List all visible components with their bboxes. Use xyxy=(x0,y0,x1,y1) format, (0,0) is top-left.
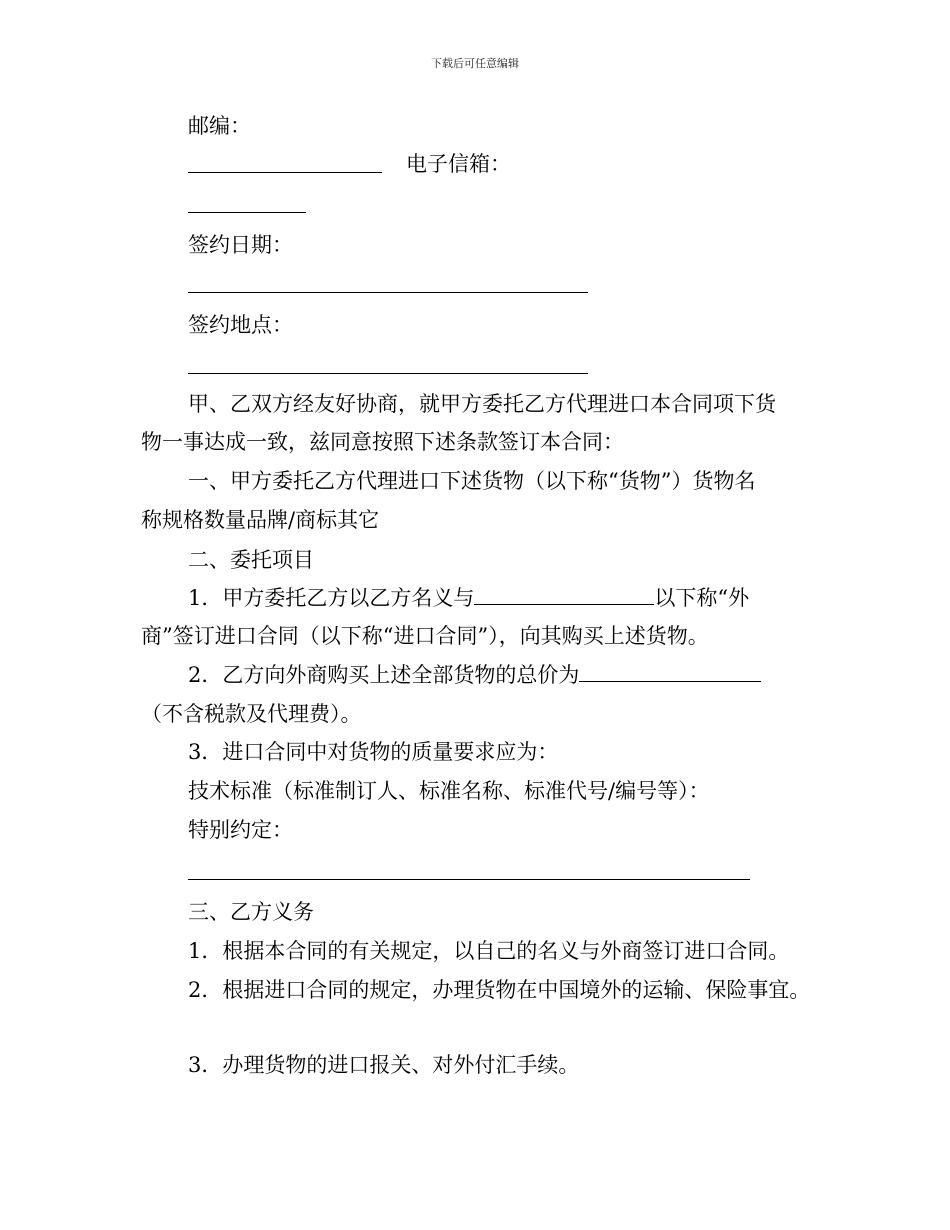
postcode-label: 邮编： xyxy=(188,114,251,138)
section2-item2-line-1 xyxy=(188,661,761,689)
section2-item3: 3．进口合同中对货物的质量要求应为： xyxy=(188,740,559,764)
special-agreement-label: 特别约定： xyxy=(188,818,293,842)
section2-item1-line-2: 商”签订进口合同（以下称“进口合同”），向其购买上述货物。 xyxy=(141,624,709,648)
section2-item1-line-1 xyxy=(188,584,749,612)
section2-title: 二、委托项目 xyxy=(188,548,314,572)
sign-date-label: 签约日期： xyxy=(188,233,293,257)
intro-line-2: 物一事达成一致，兹同意按照下述条款签订本合同： xyxy=(141,430,624,454)
sign-place-label: 签约地点： xyxy=(188,313,293,337)
sign-date-blank xyxy=(188,292,588,293)
section1-line-2: 称规格数量品牌/商标其它 xyxy=(141,508,380,532)
section3-item3: 3．办理货物的进口报关、对外付汇手续。 xyxy=(188,1053,580,1077)
total-price-blank xyxy=(579,663,761,682)
section3-item1: 1．根据本合同的有关规定，以自己的名义与外商签订进口合同。 xyxy=(188,939,790,963)
special-agreement-blank xyxy=(188,879,750,880)
section1-line-1: 一、甲方委托乙方代理进口下述货物（以下称“货物”）货物名 xyxy=(188,469,756,493)
section2-item2-text-a: 2．乙方向外商购买上述全部货物的总价为 xyxy=(188,663,580,687)
email-label: 电子信箱： xyxy=(406,152,511,176)
sign-place-blank xyxy=(188,373,588,374)
section3-title: 三、乙方义务 xyxy=(188,900,314,924)
section2-item1-text-b: 以下称“外 xyxy=(654,586,750,610)
tech-standard-label: 技术标准（标准制订人、标准名称、标准代号/编号等）： xyxy=(188,779,710,803)
page-header: 下载后可任意编辑 xyxy=(431,57,519,70)
section2-item1-text-a: 1．甲方委托乙方以乙方名义与 xyxy=(188,586,475,610)
section2-item2-line-2: （不含税款及代理费）。 xyxy=(141,702,362,726)
section3-item2: 2．根据进口合同的规定，办理货物在中国境外的运输、保险事宜。 xyxy=(188,978,811,1002)
postcode-blank xyxy=(188,172,382,173)
foreign-party-blank xyxy=(474,586,654,605)
email-blank xyxy=(188,212,306,213)
intro-line-1: 甲、乙双方经友好协商，就甲方委托乙方代理进口本合同项下货 xyxy=(188,392,776,416)
